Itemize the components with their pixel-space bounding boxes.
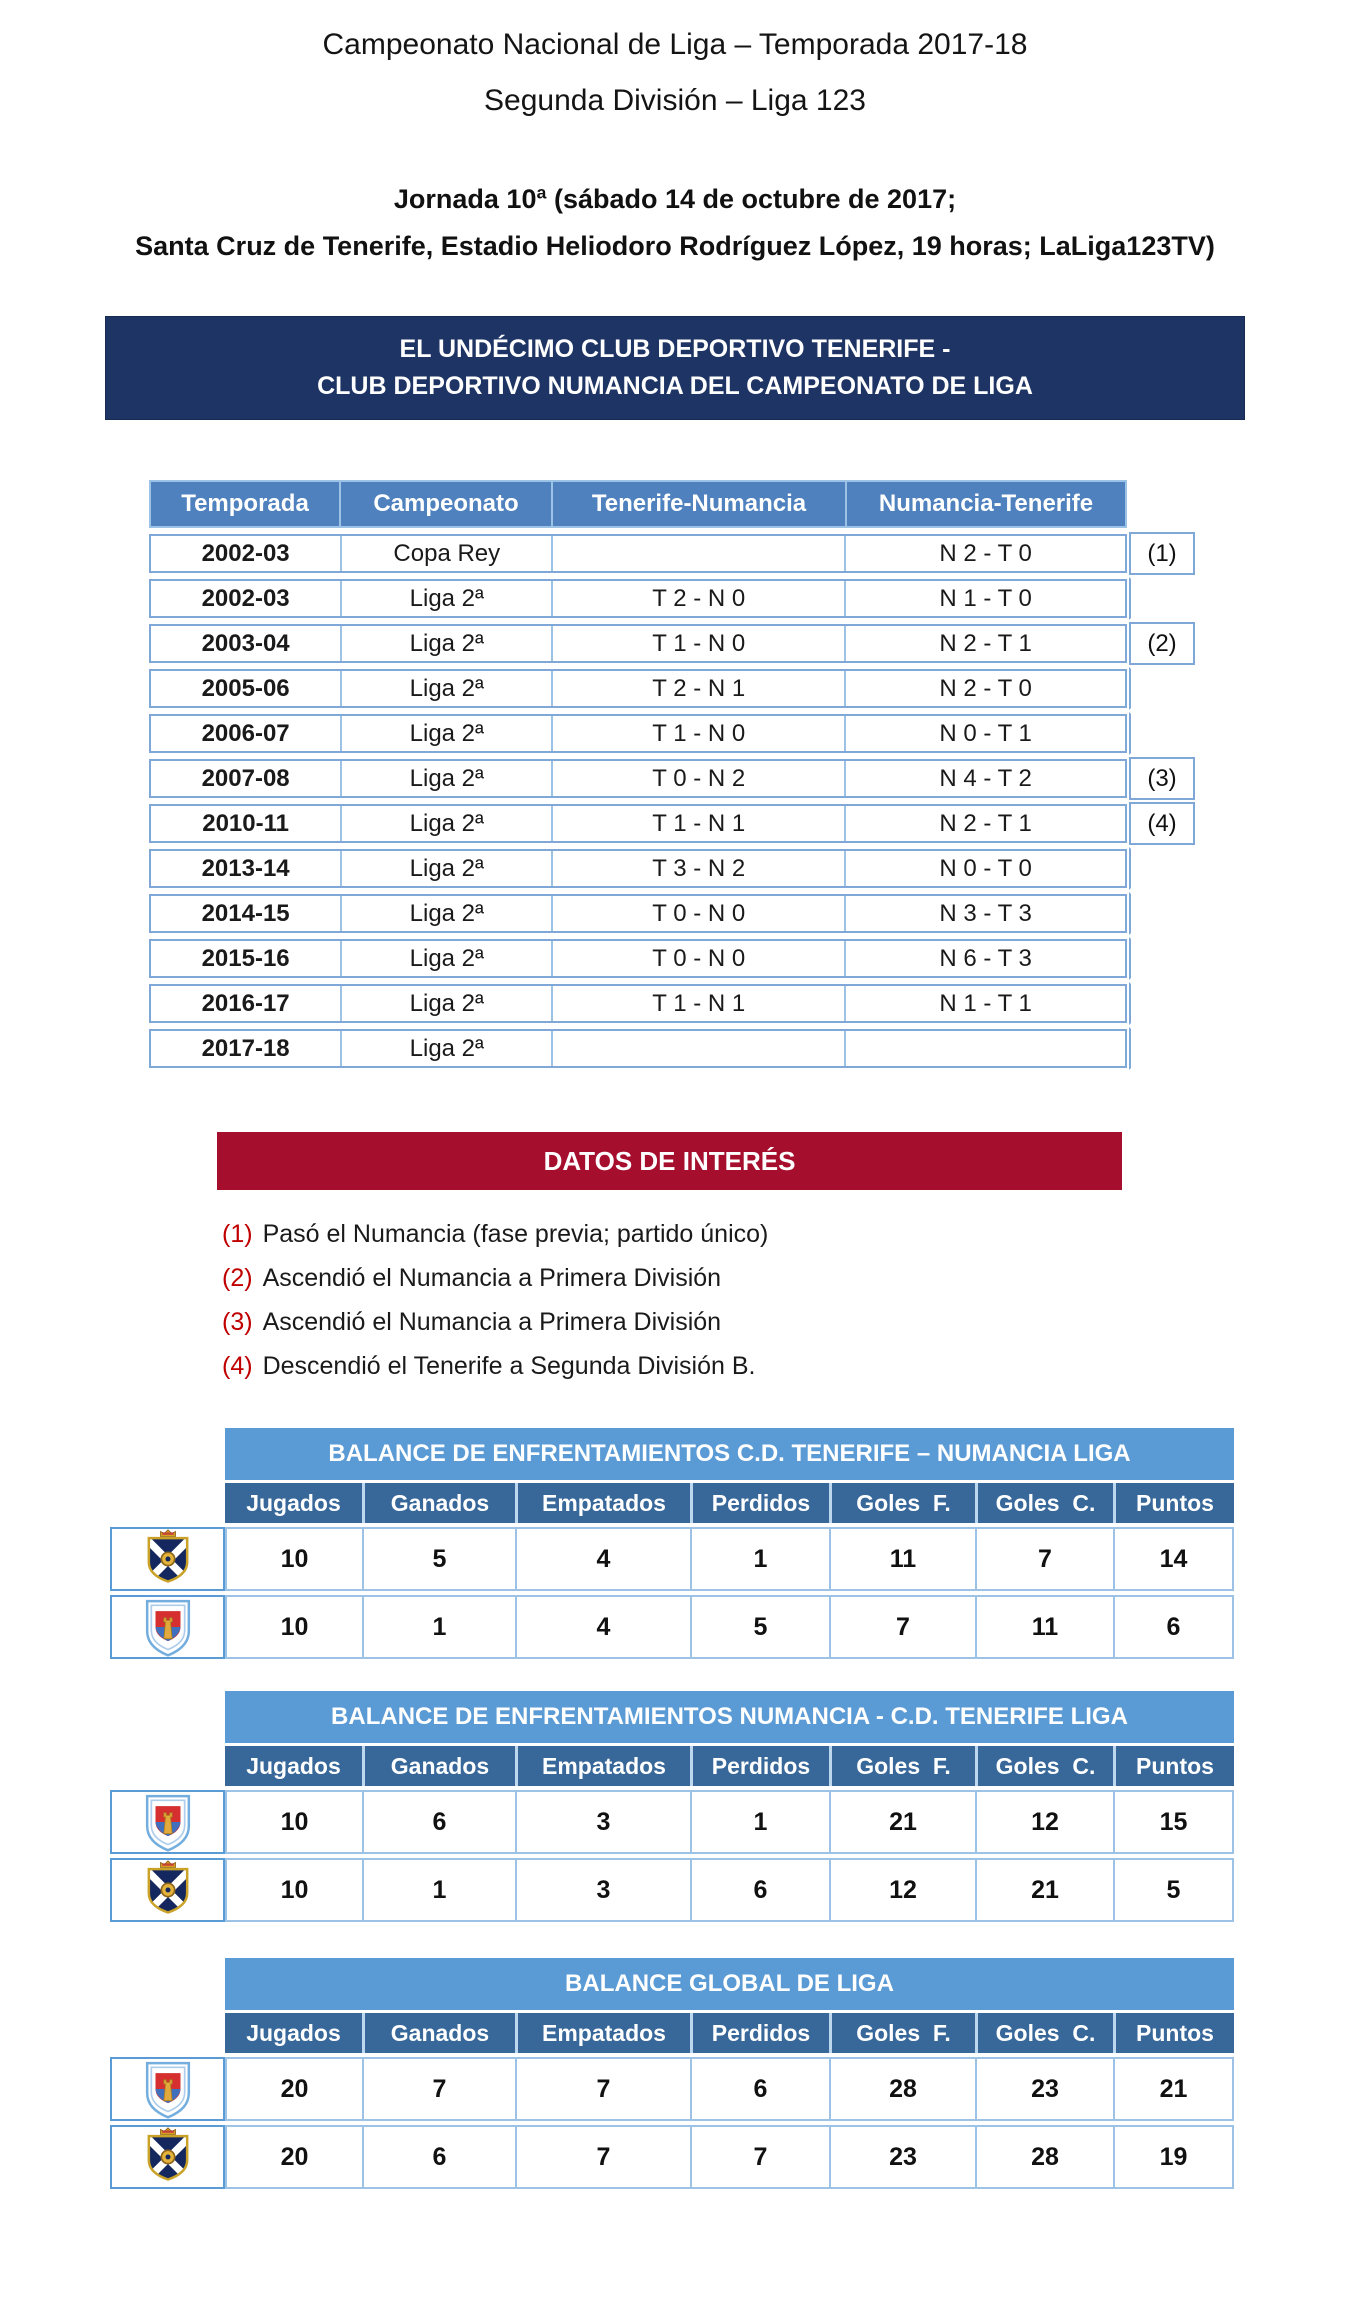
note-ref xyxy=(1129,982,1195,1025)
stat-cells xyxy=(225,1790,1234,1854)
history-row xyxy=(149,894,1127,933)
column-header-puntos: Puntos xyxy=(1113,1746,1234,1786)
stat-cell: 11 xyxy=(975,1597,1113,1657)
column-header-puntos: Puntos xyxy=(1113,2013,1234,2053)
balance-row xyxy=(110,1790,1234,1854)
season-cell: 2010-11 xyxy=(151,806,340,841)
column-header-temporada: Temporada xyxy=(181,490,309,517)
history-row xyxy=(149,624,1177,663)
stat-cell: 21 xyxy=(829,1792,975,1852)
column-header-perdidos: Perdidos xyxy=(690,1746,829,1786)
numancia-crest-icon xyxy=(110,1595,225,1659)
note-ref: (3) xyxy=(1129,757,1195,800)
stat-cell: 23 xyxy=(829,2127,975,2187)
score-cell: N 3 - T 3 xyxy=(844,896,1125,931)
stat-cell: 1 xyxy=(362,1597,515,1657)
note-ref: (4) xyxy=(1129,802,1195,845)
history-row xyxy=(149,939,1127,978)
note-ref xyxy=(1129,1027,1195,1070)
column-header-tenerife-numancia: Tenerife-Numancia xyxy=(551,482,845,526)
stat-cell: 3 xyxy=(515,1792,690,1852)
score-cell: T 1 - N 1 xyxy=(551,986,844,1021)
history-table xyxy=(149,480,1177,1068)
competition-cell: Liga 2ª xyxy=(340,626,551,661)
stat-cell: 10 xyxy=(280,1612,309,1641)
season-cell: 2002-03 xyxy=(151,536,340,571)
competition-cell: Liga 2ª xyxy=(340,581,551,616)
score-cell: N 2 - T 1 xyxy=(844,626,1125,661)
season-cell: 2014-15 xyxy=(151,896,340,931)
balance-header-row xyxy=(225,1746,1234,1786)
jornada-line1: Jornada 10ª (sábado 14 de octubre de 2017; xyxy=(393,184,957,214)
stat-cells xyxy=(225,1858,1234,1922)
page-title-line2: Segunda División – Liga 123 xyxy=(484,84,866,117)
stat-cell: 7 xyxy=(515,2059,690,2119)
competition-cell: Liga 2ª xyxy=(340,1031,551,1066)
column-header-empatados: Empatados xyxy=(515,1746,690,1786)
balance-row xyxy=(110,1527,1234,1591)
balance-header-row xyxy=(225,1483,1234,1523)
balance-title: BALANCE GLOBAL DE LIGA xyxy=(225,1958,1234,2010)
stat-cell: 6 xyxy=(1113,1597,1232,1657)
score-cell: T 3 - N 2 xyxy=(551,851,844,886)
balance-row xyxy=(110,2125,1234,2189)
history-row xyxy=(149,804,1177,843)
stat-cell: 6 xyxy=(362,1792,515,1852)
column-header-ganados: Ganados xyxy=(362,2013,515,2053)
column-header-goles-favor: Goles F. xyxy=(829,2013,975,2053)
note-marker: (2) xyxy=(222,1264,253,1292)
season-cell: 2015-16 xyxy=(151,941,340,976)
stat-cells xyxy=(225,1527,1234,1591)
score-cell: N 0 - T 1 xyxy=(844,716,1125,751)
numancia-crest-icon xyxy=(110,1790,225,1854)
column-header-goles-contra: Goles C. xyxy=(975,2013,1113,2053)
datos-banner: DATOS DE INTERÉS xyxy=(217,1132,1122,1190)
score-cell: N 1 - T 1 xyxy=(844,986,1125,1021)
column-header-empatados: Empatados xyxy=(515,1483,690,1523)
note-ref xyxy=(1129,847,1195,890)
match-banner xyxy=(105,316,1245,420)
page-title-line1: Campeonato Nacional de Liga – Temporada 2017-18 xyxy=(322,28,1028,61)
score-cell: T 0 - N 0 xyxy=(551,896,844,931)
column-header-goles-favor: Goles F. xyxy=(829,1746,975,1786)
stat-cells xyxy=(225,2125,1234,2189)
column-header-empatados: Empatados xyxy=(515,2013,690,2053)
stat-cell: 1 xyxy=(690,1529,829,1589)
column-header-perdidos: Perdidos xyxy=(690,1483,829,1523)
balance-table-tenerife-numancia xyxy=(110,1428,1234,1659)
balance-title: BALANCE DE ENFRENTAMIENTOS NUMANCIA - C.D. TENERIFE LIGA xyxy=(225,1691,1234,1743)
stat-cell: 6 xyxy=(690,2059,829,2119)
note-text: Descendió el Tenerife a Segunda División B. xyxy=(262,1352,756,1380)
note-marker: (3) xyxy=(222,1308,253,1336)
numancia-crest-icon xyxy=(110,2057,225,2121)
stat-cells xyxy=(225,2057,1234,2121)
datos-item xyxy=(222,1300,1350,1344)
datos-item xyxy=(222,1344,1350,1388)
note-text: Pasó el Numancia (fase previa; partido único) xyxy=(262,1220,769,1248)
note-ref xyxy=(1129,937,1195,980)
competition-cell: Liga 2ª xyxy=(340,806,551,841)
column-header-ganados: Ganados xyxy=(362,1483,515,1523)
stat-cells xyxy=(225,1595,1234,1659)
balance-row xyxy=(110,1595,1234,1659)
balance-table-numancia-tenerife xyxy=(110,1691,1234,1922)
column-header-jugados: Jugados xyxy=(225,2013,362,2053)
history-row xyxy=(149,534,1177,573)
stat-cell: 7 xyxy=(975,1529,1113,1589)
balance-table-global xyxy=(110,1958,1234,2189)
stat-cell: 4 xyxy=(515,1597,690,1657)
stat-cell: 20 xyxy=(280,2142,309,2171)
stat-cell: 10 xyxy=(280,1544,309,1573)
column-header-goles-favor: Goles F. xyxy=(829,1483,975,1523)
column-header-campeonato: Campeonato xyxy=(339,482,551,526)
competition-cell: Liga 2ª xyxy=(340,671,551,706)
stat-cell: 4 xyxy=(515,1529,690,1589)
note-ref xyxy=(1129,712,1195,755)
score-cell xyxy=(844,1031,1125,1066)
season-cell: 2006-07 xyxy=(151,716,340,751)
stat-cell: 28 xyxy=(829,2059,975,2119)
history-row xyxy=(149,579,1127,618)
stat-cell: 6 xyxy=(690,1860,829,1920)
stat-cell: 12 xyxy=(829,1860,975,1920)
datos-list xyxy=(222,1212,1350,1388)
stat-cell: 7 xyxy=(362,2059,515,2119)
balance-row xyxy=(110,1858,1234,1922)
history-row xyxy=(149,759,1177,798)
stat-cell: 10 xyxy=(280,1875,309,1904)
season-cell: 2016-17 xyxy=(151,986,340,1021)
stat-cell: 7 xyxy=(515,2127,690,2187)
history-row xyxy=(149,669,1127,708)
score-cell: N 2 - T 1 xyxy=(844,806,1125,841)
competition-cell: Liga 2ª xyxy=(340,986,551,1021)
column-header-puntos: Puntos xyxy=(1113,1483,1234,1523)
stat-cell: 23 xyxy=(975,2059,1113,2119)
competition-cell: Liga 2ª xyxy=(340,896,551,931)
score-cell: N 0 - T 0 xyxy=(844,851,1125,886)
season-cell: 2005-06 xyxy=(151,671,340,706)
note-marker: (4) xyxy=(222,1352,253,1380)
datos-item xyxy=(222,1256,1350,1300)
jornada-line2: Santa Cruz de Tenerife, Estadio Heliodoro Rodríguez López, 19 horas; LaLiga123TV) xyxy=(135,231,1215,261)
stat-cell: 5 xyxy=(362,1529,515,1589)
column-header-jugados: Jugados xyxy=(225,1483,362,1523)
balance-header-row xyxy=(225,2013,1234,2053)
score-cell: T 0 - N 0 xyxy=(551,941,844,976)
stat-cell: 7 xyxy=(690,2127,829,2187)
column-header-goles-contra: Goles C. xyxy=(975,1483,1113,1523)
season-cell: 2007-08 xyxy=(151,761,340,796)
note-ref: (2) xyxy=(1129,622,1195,665)
stat-cell: 3 xyxy=(515,1860,690,1920)
stat-cell: 11 xyxy=(829,1529,975,1589)
history-row xyxy=(149,714,1127,753)
score-cell: T 1 - N 0 xyxy=(551,626,844,661)
stat-cell: 21 xyxy=(1113,2059,1232,2119)
competition-cell: Liga 2ª xyxy=(340,761,551,796)
history-header-row xyxy=(149,480,1127,528)
stat-cell: 6 xyxy=(362,2127,515,2187)
score-cell xyxy=(551,536,844,571)
stat-cell: 5 xyxy=(1113,1860,1232,1920)
note-ref xyxy=(1129,667,1195,710)
stat-cell: 15 xyxy=(1113,1792,1232,1852)
score-cell: T 1 - N 0 xyxy=(551,716,844,751)
stat-cell: 28 xyxy=(975,2127,1113,2187)
tenerife-crest-icon xyxy=(110,1858,225,1922)
stat-cell: 1 xyxy=(690,1792,829,1852)
stat-cell: 12 xyxy=(975,1792,1113,1852)
score-cell: T 2 - N 0 xyxy=(551,581,844,616)
stat-cell: 10 xyxy=(280,1807,309,1836)
season-cell: 2013-14 xyxy=(151,851,340,886)
stat-cell: 20 xyxy=(280,2074,309,2103)
score-cell: N 4 - T 2 xyxy=(844,761,1125,796)
stat-cell: 21 xyxy=(975,1860,1113,1920)
competition-cell: Liga 2ª xyxy=(340,716,551,751)
column-header-ganados: Ganados xyxy=(362,1746,515,1786)
column-header-numancia-tenerife: Numancia-Tenerife xyxy=(845,482,1125,526)
column-header-jugados: Jugados xyxy=(225,1746,362,1786)
stat-cell: 7 xyxy=(829,1597,975,1657)
stat-cell: 14 xyxy=(1113,1529,1232,1589)
score-cell: N 6 - T 3 xyxy=(844,941,1125,976)
match-banner-line1: EL UNDÉCIMO CLUB DEPORTIVO TENERIFE - xyxy=(399,335,951,363)
history-row xyxy=(149,984,1127,1023)
column-header-perdidos: Perdidos xyxy=(690,2013,829,2053)
score-cell: T 1 - N 1 xyxy=(551,806,844,841)
note-text: Ascendió el Numancia a Primera División xyxy=(262,1264,722,1292)
season-cell: 2002-03 xyxy=(151,581,340,616)
stat-cell: 5 xyxy=(690,1597,829,1657)
note-marker: (1) xyxy=(222,1220,253,1248)
note-ref: (1) xyxy=(1129,532,1195,575)
score-cell: N 1 - T 0 xyxy=(844,581,1125,616)
competition-cell: Copa Rey xyxy=(340,536,551,571)
note-ref xyxy=(1129,577,1195,620)
column-header-goles-contra: Goles C. xyxy=(975,1746,1113,1786)
stat-cell: 19 xyxy=(1113,2127,1232,2187)
tenerife-crest-icon xyxy=(110,2125,225,2189)
balance-row xyxy=(110,2057,1234,2121)
score-cell: T 0 - N 2 xyxy=(551,761,844,796)
score-cell: N 2 - T 0 xyxy=(844,536,1125,571)
datos-item xyxy=(222,1212,1350,1256)
score-cell: T 2 - N 1 xyxy=(551,671,844,706)
history-row xyxy=(149,1029,1127,1068)
competition-cell: Liga 2ª xyxy=(340,941,551,976)
stat-cell: 1 xyxy=(362,1860,515,1920)
note-text: Ascendió el Numancia a Primera División xyxy=(262,1308,722,1336)
match-banner-line2: CLUB DEPORTIVO NUMANCIA DEL CAMPEONATO DE LIGA xyxy=(317,372,1033,400)
competition-cell: Liga 2ª xyxy=(340,851,551,886)
score-cell xyxy=(551,1031,844,1066)
balance-title: BALANCE DE ENFRENTAMIENTOS C.D. TENERIFE – NUMANCIA LIGA xyxy=(225,1428,1234,1480)
note-ref xyxy=(1129,892,1195,935)
history-row xyxy=(149,849,1127,888)
tenerife-crest-icon xyxy=(110,1527,225,1591)
score-cell: N 2 - T 0 xyxy=(844,671,1125,706)
season-cell: 2003-04 xyxy=(151,626,340,661)
season-cell: 2017-18 xyxy=(151,1031,340,1066)
